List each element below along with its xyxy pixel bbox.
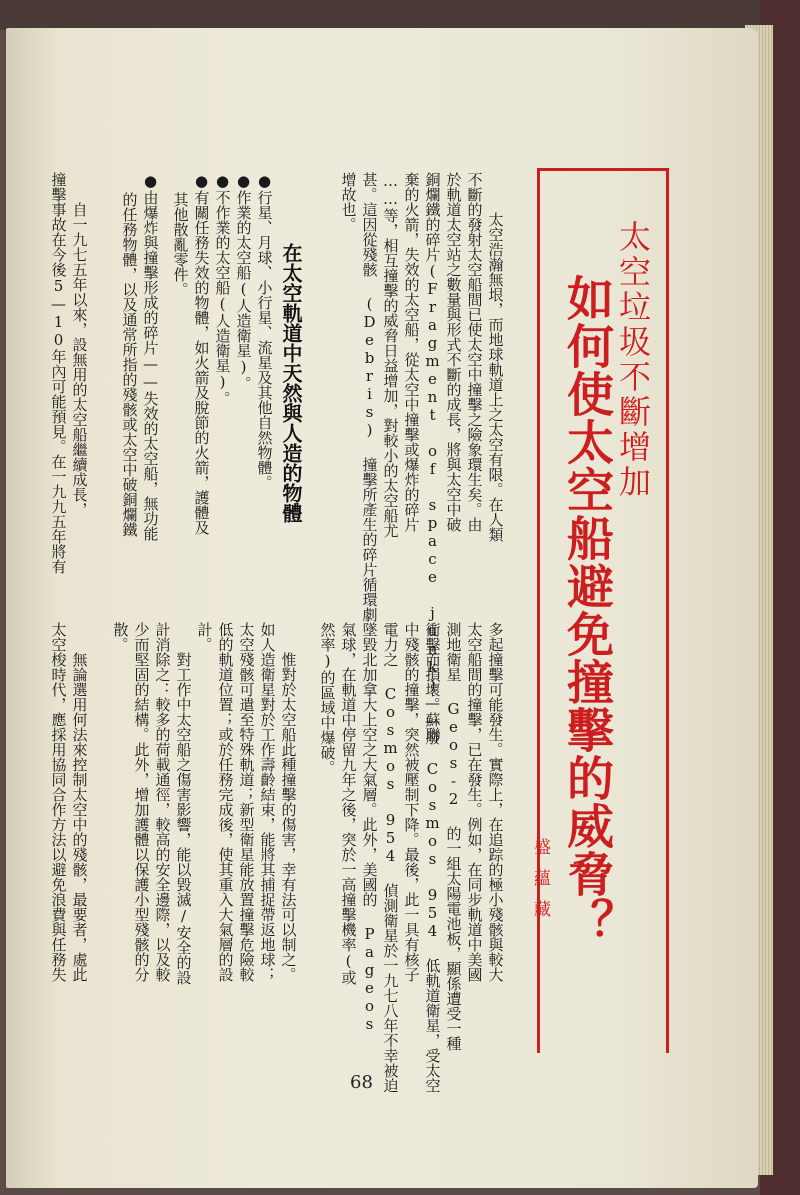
top-text-col-8: 增故也。 [339, 172, 358, 232]
bottom-middle-col-4: 低的軌道位置；或於任務完成後，使其重入大氣層的設 [216, 622, 235, 982]
top-text-col-2: 不斷的發射太空船間已使太空中撞擊之險象環生矣。由 [465, 172, 484, 532]
top-text-col-6: ……等，相互撞擊的威脅日益增加，對較小的太空船尤 [381, 172, 400, 538]
bottom-middle-col-7: 計消除之：較多的荷載通徑，較高的安全邊際，以及較 [153, 622, 172, 982]
top-left-col-2: 自一九七五年以來，設無用的太空船繼續成長， [70, 172, 89, 517]
bottom-right-col-9: 然率)的區域中爆破。 [318, 622, 337, 775]
bottom-right-col-7: 墜毀北加拿大上空之大氣層。此外，美國的 Pageos [360, 622, 379, 1033]
author: 盛蘊藏 [530, 838, 550, 931]
book-cover-top [0, 0, 800, 30]
bottom-middle-col-6: 對工作中太空船之傷害影響，能以毀滅/安全的設 [174, 622, 193, 985]
bottom-right-col-2: 太空船間的撞擊，已在發生。例如，在同步軌道中美國 [465, 622, 484, 982]
bullet-2: ●作業的太空船(人造衛星)。 [234, 172, 253, 391]
bullet-5-cont: 的任務物體，以及通常所指的殘骸或太空中破銅爛鐵 [120, 192, 139, 537]
top-left-col-1: 撞擊事故在今後5—10年內可能預見。在一九九五年將有 [49, 172, 68, 574]
bottom-right-col-1: 多起撞擊可能發生。實際上，在追踪的極小殘骸與較大 [486, 622, 505, 982]
bullet-1: ●行星、月球、小行星、流星及其他自然物體。 [255, 172, 274, 490]
bottom-middle-col-8: 少而堅固的結構。此外，增加護體以保護小型殘骸的分 [132, 622, 151, 982]
bottom-middle-col-3: 太空殘骸可遣至特殊軌道；新型衛星能放置撞擊危險較 [237, 622, 256, 982]
title-rule-right [666, 168, 669, 1053]
bottom-right-col-3: 測地衛星 Geos-2 的一組太陽電池板，顯係遭受一種 [444, 622, 463, 1051]
bottom-middle-col-9: 散。 [111, 622, 130, 652]
bottom-left-col-1: 無論選用何法來控制太空中的殘骸，最要者，處此 [70, 622, 89, 982]
top-text-col-3: 於軌道太空站之數量與形式不斷的成長，將與太空中破 [444, 172, 463, 532]
page-number: 68 [350, 1072, 373, 1093]
bottom-middle-col-5: 計。 [195, 622, 214, 652]
top-text-col-1: 太空浩瀚無垠，而地球軌道上之太空有限。在人類 [486, 212, 505, 542]
bottom-right-col-6: 電力之 Cosmos 954 偵測衛星於一九七八年不幸被迫 [381, 622, 400, 1093]
title-main: 如何使太空船避免撞擊的威脅？ [559, 274, 614, 946]
bottom-right-col-5: 中殘骸的撞擊，突然被壓制下降。最後，此一具有核子 [402, 622, 421, 982]
bullet-3: ●不作業的太空船(人造衛星)。 [213, 172, 232, 406]
bottom-right-col-4: 衝擊而損壞。蘇聯 Cosmos 954 低軌道衛星，受太空 [423, 622, 442, 1093]
section-heading: 在太空軌道中天然與人造的物體 [279, 243, 303, 523]
bottom-middle-col-2: 如人造衛星對於工作壽齡結束，能將其捕捉帶返地球； [258, 622, 277, 982]
title-small: 太空垃圾不斷增加 [614, 220, 652, 500]
bullet-5: ●由爆炸與撞擊形成的碎片——失效的太空船，無功能 [141, 172, 160, 541]
top-text-col-5: 棄的火箭，失效的太空船，從太空中撞擊或爆炸的碎片 [402, 172, 421, 532]
bullet-4-cont: 其他散亂零件。 [171, 192, 190, 297]
top-text-col-7: 甚。這因從殘骸 (Debris) 撞擊所產生的碎片循環劇 [360, 172, 379, 622]
bottom-left-col-2: 太空梭時代，應採用協同合作方法以避免浪費與任務失 [49, 622, 68, 982]
title-rule-top [537, 168, 669, 171]
bottom-right-col-8: 氣球，在軌道中停留九年之後，突於一高撞擊機率(或 [339, 622, 358, 985]
bullet-4: ●有關任務失效的物體，如火箭及脫節的火箭，護體及 [192, 172, 211, 535]
top-text-col-4: 銅爛鐵的碎片(Fragment of space junk)——廢 [423, 172, 442, 745]
bottom-middle-col-1: 惟對於太空船此種撞擊的傷害，幸有法可以制之。 [279, 622, 298, 982]
